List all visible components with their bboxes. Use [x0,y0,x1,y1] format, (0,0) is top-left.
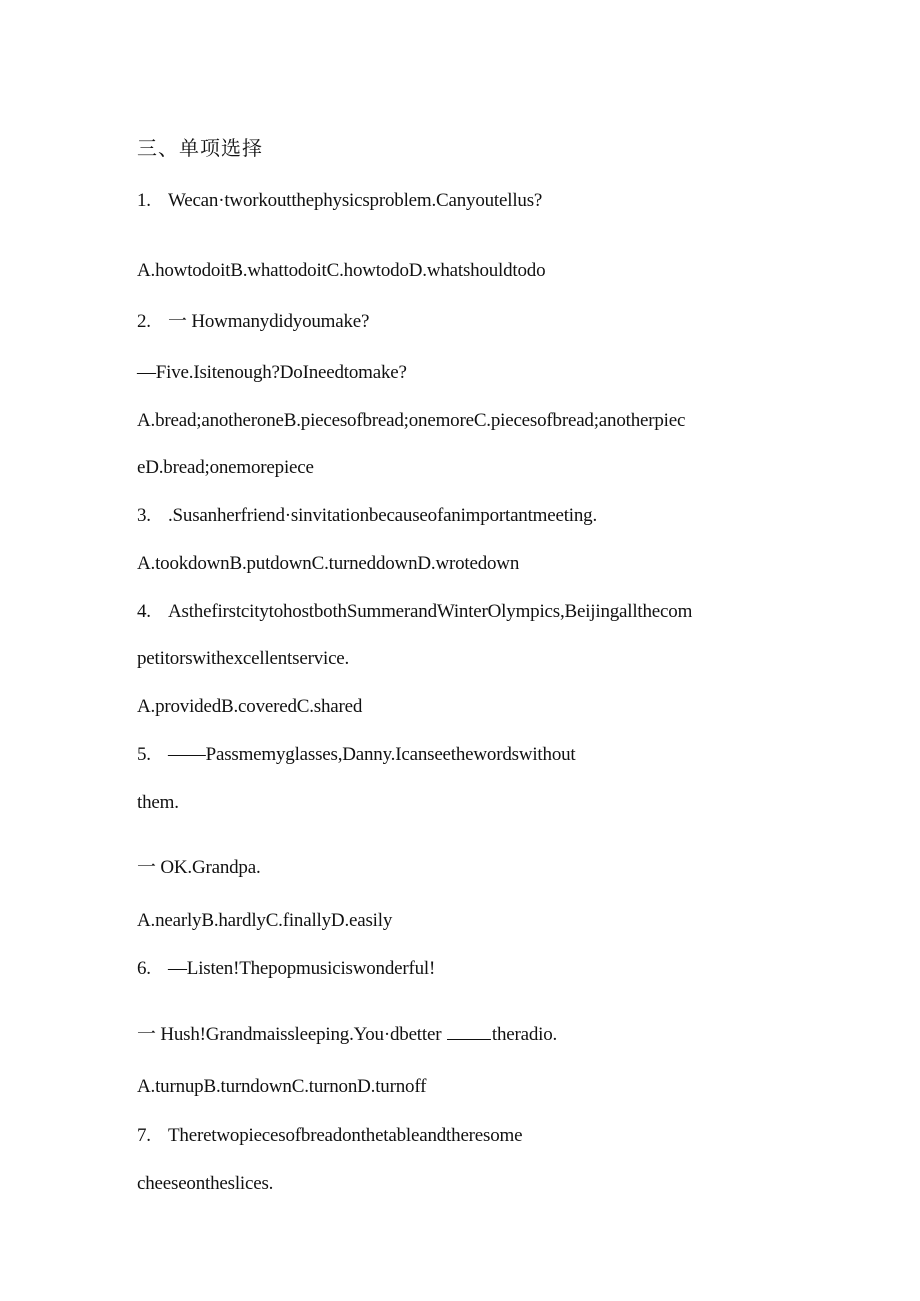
question-3-text: .Susanherfriend·sinvitationbecauseofanimportantmeeting. [168,505,598,526]
question-2-text: 一 Howmanydidyoumake? [168,311,370,332]
question-2-reply: —Five.Isitenough?DoIneedtomake? [137,362,407,383]
question-1-number: 1. [137,190,151,211]
question-2-options-line-1: A.bread;anotheroneB.piecesofbread;onemoreC.piecesofbread;anotherpiec [137,410,686,431]
question-7-stem [137,1124,522,1148]
question-4-options: A.providedB.coveredC.shared [137,696,363,717]
question-2-number: 2. [137,311,151,332]
section-title: 三、单项选择 [137,138,263,160]
question-5-number: 5. [137,744,151,765]
answer-blank [447,1023,491,1040]
question-6-options: A.turnupB.turndownC.turnonD.turnoff [137,1076,427,1097]
question-6-reply [137,1023,557,1047]
question-6-number: 6. [137,958,151,979]
question-5-stem [137,743,576,767]
question-4-number: 4. [137,601,151,622]
question-3-number: 3. [137,505,151,526]
question-6-stem [137,957,435,981]
question-1-options: A.howtodoitB.whattodoitC.howtodoD.whatshouldtodo [137,260,546,281]
question-6-reply-start: 一 Hush!Grandmaissleeping.You·dbetter [137,1024,442,1045]
question-3-options: A.tookdownB.putdownC.turneddownD.wrotedown [137,553,520,574]
question-6-reply-end: theradio. [491,1024,558,1045]
question-6-text: —Listen!Thepopmusiciswonderful! [168,958,436,979]
question-4-text: AsthefirstcitytohostbothSummerandWinterOlympics,Beijingallthecom [168,601,693,622]
question-7-number: 7. [137,1125,151,1146]
question-4-stem-line-2: petitorswithexcellentservice. [137,648,350,669]
question-7-stem-line-2: cheeseontheslices. [137,1173,274,1194]
question-1-text: Wecan·tworkoutthephysicsproblem.Canyoutellus? [168,190,543,211]
question-4-stem [137,600,692,624]
question-2-options-line-2: eD.bread;onemorepiece [137,457,314,478]
question-5-stem-line-2: them. [137,792,179,813]
question-5-options: A.nearlyB.hardlyC.finallyD.easily [137,910,393,931]
question-7-text: Theretwopiecesofbreadonthetableandtheresome [168,1125,523,1146]
question-3-stem [137,504,597,528]
question-5-reply: 一 OK.Grandpa. [137,857,261,878]
question-2-stem [137,310,369,334]
question-1-stem [137,189,542,213]
question-5-text: ——Passmemyglasses,Danny.Icanseethewordswithout [168,744,576,765]
